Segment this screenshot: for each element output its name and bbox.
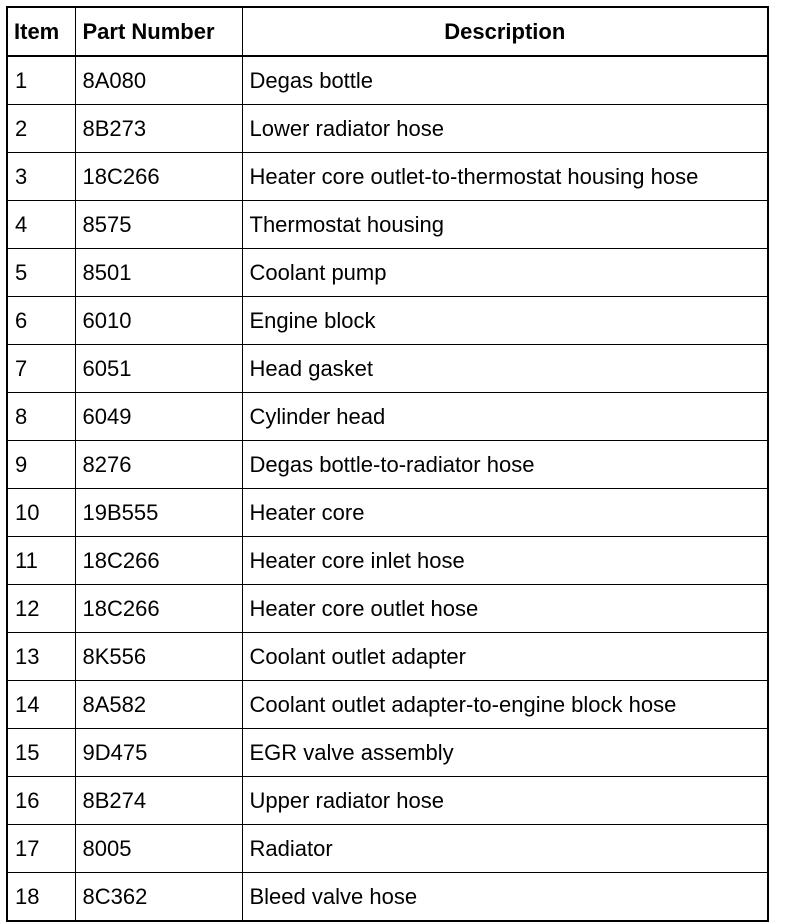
cell-part-number: 6051 <box>75 345 242 393</box>
cell-part-number: 6010 <box>75 297 242 345</box>
cell-part-number: 19B555 <box>75 489 242 537</box>
column-header-part-number: Part Number <box>75 7 242 56</box>
cell-description: Degas bottle-to-radiator hose <box>242 441 768 489</box>
column-header-item: Item <box>7 7 75 56</box>
cell-item: 17 <box>7 825 75 873</box>
cell-description: Heater core outlet hose <box>242 585 768 633</box>
cell-item: 5 <box>7 249 75 297</box>
cell-description: Radiator <box>242 825 768 873</box>
cell-description: Thermostat housing <box>242 201 768 249</box>
cell-part-number: 8A582 <box>75 681 242 729</box>
table-row <box>7 825 768 873</box>
table-row <box>7 393 768 441</box>
cell-part-number: 9D475 <box>75 729 242 777</box>
cell-item: 2 <box>7 105 75 153</box>
cell-description: Degas bottle <box>242 56 768 105</box>
cell-item: 1 <box>7 56 75 105</box>
table-row <box>7 153 768 201</box>
cell-description: Upper radiator hose <box>242 777 768 825</box>
cell-part-number: 8A080 <box>75 56 242 105</box>
table-row <box>7 729 768 777</box>
cell-description: Coolant outlet adapter-to-engine block hose <box>242 681 768 729</box>
cell-description: Bleed valve hose <box>242 873 768 922</box>
table-header <box>7 7 768 56</box>
table-row <box>7 201 768 249</box>
table-row <box>7 873 768 922</box>
cell-description: Coolant outlet adapter <box>242 633 768 681</box>
cell-part-number: 8C362 <box>75 873 242 922</box>
cell-description: Cylinder head <box>242 393 768 441</box>
table-body <box>7 56 768 921</box>
table-row <box>7 105 768 153</box>
cell-part-number: 18C266 <box>75 153 242 201</box>
cell-description: Coolant pump <box>242 249 768 297</box>
cell-item: 7 <box>7 345 75 393</box>
column-header-description: Description <box>242 7 768 56</box>
cell-description: Heater core inlet hose <box>242 537 768 585</box>
cell-item: 6 <box>7 297 75 345</box>
cell-description: Lower radiator hose <box>242 105 768 153</box>
table-row <box>7 777 768 825</box>
cell-part-number: 8501 <box>75 249 242 297</box>
cell-item: 11 <box>7 537 75 585</box>
cell-part-number: 8276 <box>75 441 242 489</box>
cell-part-number: 8K556 <box>75 633 242 681</box>
table-row <box>7 585 768 633</box>
cell-item: 14 <box>7 681 75 729</box>
table-row <box>7 297 768 345</box>
parts-table <box>6 6 769 922</box>
cell-description: Heater core outlet-to-thermostat housing hose <box>242 153 768 201</box>
cell-part-number: 8B274 <box>75 777 242 825</box>
header-row <box>7 7 768 56</box>
cell-item: 4 <box>7 201 75 249</box>
table-row <box>7 345 768 393</box>
cell-description: Head gasket <box>242 345 768 393</box>
cell-item: 12 <box>7 585 75 633</box>
cell-item: 15 <box>7 729 75 777</box>
cell-part-number: 8005 <box>75 825 242 873</box>
table-row <box>7 681 768 729</box>
cell-part-number: 8575 <box>75 201 242 249</box>
cell-description: EGR valve assembly <box>242 729 768 777</box>
cell-item: 3 <box>7 153 75 201</box>
cell-description: Heater core <box>242 489 768 537</box>
table-row <box>7 56 768 105</box>
cell-part-number: 18C266 <box>75 585 242 633</box>
cell-part-number: 8B273 <box>75 105 242 153</box>
cell-item: 8 <box>7 393 75 441</box>
cell-item: 9 <box>7 441 75 489</box>
table-row <box>7 633 768 681</box>
cell-item: 18 <box>7 873 75 922</box>
cell-item: 13 <box>7 633 75 681</box>
cell-description: Engine block <box>242 297 768 345</box>
table-row <box>7 249 768 297</box>
table-row <box>7 441 768 489</box>
table-row <box>7 537 768 585</box>
cell-item: 16 <box>7 777 75 825</box>
cell-part-number: 18C266 <box>75 537 242 585</box>
cell-part-number: 6049 <box>75 393 242 441</box>
cell-item: 10 <box>7 489 75 537</box>
table-row <box>7 489 768 537</box>
